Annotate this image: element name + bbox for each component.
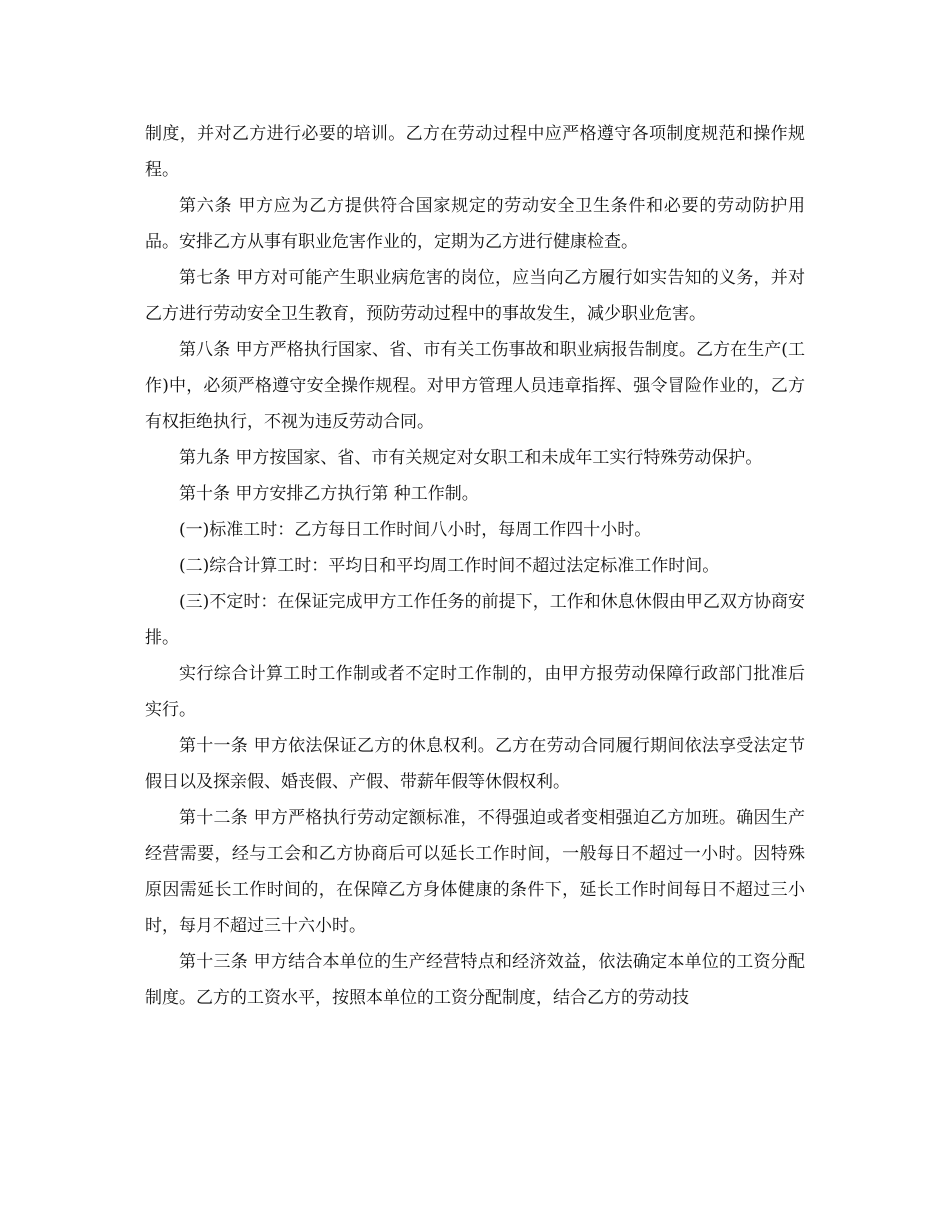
paragraph-flexible-hours: (三)不定时：在保证完成甲方工作任务的前提下，工作和休息休假由甲乙双方协商安排。	[145, 592, 805, 648]
paragraph-comprehensive-hours: (二)综合计算工时：平均日和平均周工作时间不超过法定标准工作时间。	[179, 556, 720, 576]
paragraph-standard-hours: (一)标准工时：乙方每日工作时间八小时，每周工作四十小时。	[179, 520, 652, 540]
paragraph-continued: 制度，并对乙方进行必要的培训。乙方在劳动过程中应严格遵守各项制度规范和操作规程。	[145, 124, 805, 180]
paragraph-article-7: 第七条 甲方对可能产生职业病危害的岗位，应当向乙方履行如实告知的义务，并对乙方进行劳动安全卫生教育，预防劳动过程中的事故发生，减少职业危害。	[145, 268, 805, 324]
paragraph-article-10: 第十条 甲方安排乙方执行第 种工作制。	[179, 484, 479, 504]
paragraph-approval: 实行综合计算工时工作制或者不定时工作制的，由甲方报劳动保障行政部门批准后实行。	[145, 664, 805, 720]
paragraph-article-11: 第十一条 甲方依法保证乙方的休息权利。乙方在劳动合同履行期间依法享受法定节假日以及探亲假、婚丧假、产假、带薪年假等休假权利。	[145, 736, 805, 792]
paragraph-article-8: 第八条 甲方严格执行国家、省、市有关工伤事故和职业病报告制度。乙方在生产(工作)中，必须严格遵守安全操作规程。对甲方管理人员违章指挥、强令冒险作业的，乙方有权拒绝执行，不视为违反劳动合同。	[145, 340, 805, 432]
paragraph-article-9: 第九条 甲方按国家、省、市有关规定对女职工和未成年工实行特殊劳动保护。	[179, 448, 763, 468]
paragraph-article-13: 第十三条 甲方结合本单位的生产经营特点和经济效益，依法确定本单位的工资分配制度。乙方的工资水平，按照本单位的工资分配制度，结合乙方的劳动技	[145, 952, 805, 1008]
paragraph-article-6: 第六条 甲方应为乙方提供符合国家规定的劳动安全卫生条件和必要的劳动防护用品。安排乙方从事有职业危害作业的，定期为乙方进行健康检查。	[145, 196, 805, 252]
document-body	[145, 116, 805, 1016]
paragraph-article-12: 第十二条 甲方严格执行劳动定额标准，不得强迫或者变相强迫乙方加班。确因生产经营需要，经与工会和乙方协商后可以延长工作时间，一般每日不超过一小时。因特殊原因需延长工作时间的，在保障乙方身体健康的条件下，延长工作时间每日不超过三小时，每月不超过三十六小时。	[145, 808, 805, 936]
